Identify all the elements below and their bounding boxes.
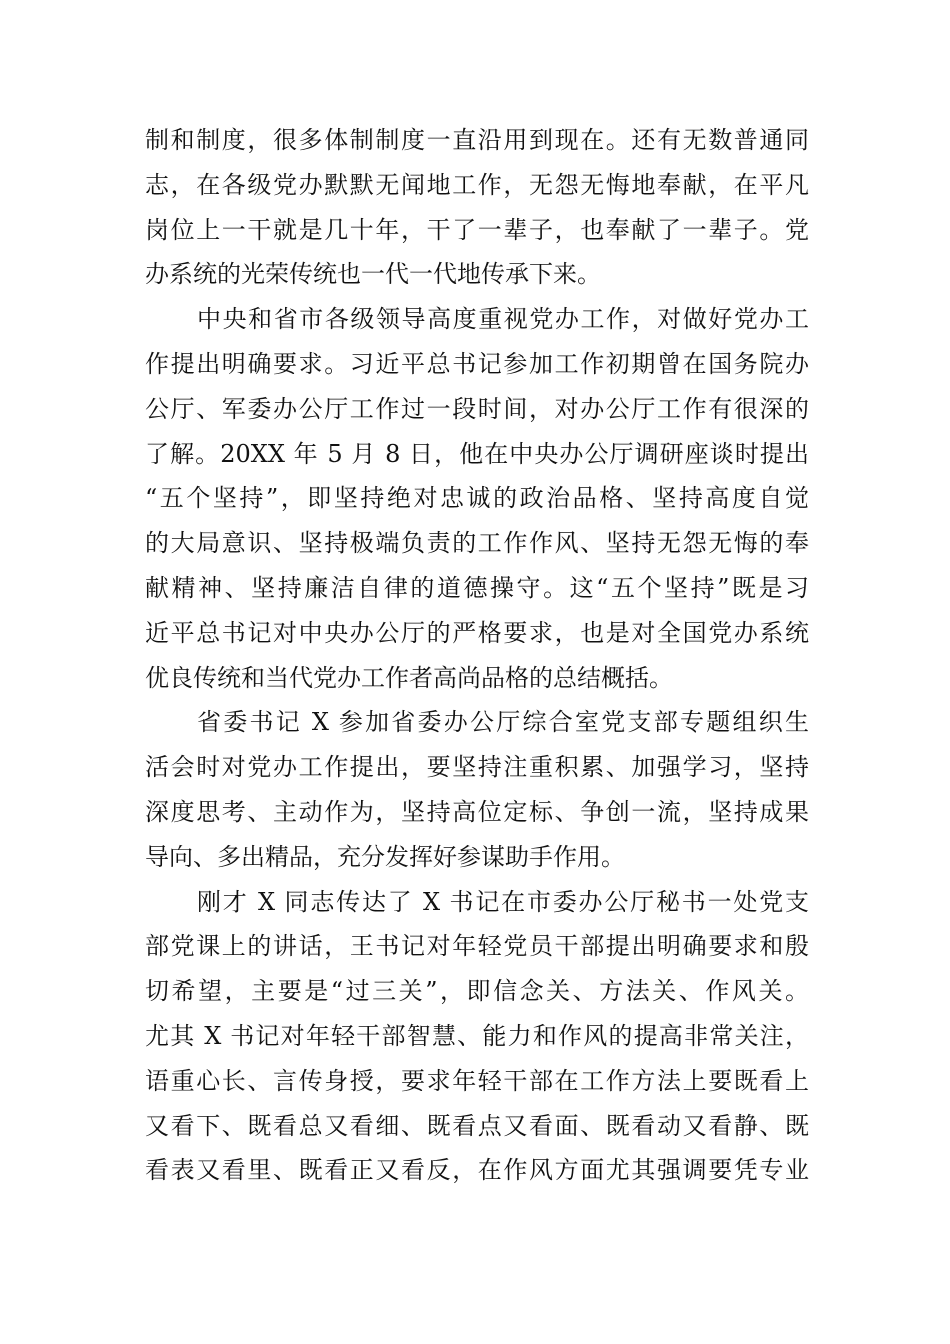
- text-line: 的大局意识、坚持极端负责的工作作风、坚持无怨无悔的奉: [145, 529, 809, 558]
- text-line: 尤其 X 书记对年轻干部智慧、能力和作风的提高非常关注，: [145, 1021, 809, 1050]
- text-line: 又看下、既看总又看细、既看点又看面、既看动又看静、既: [145, 1111, 809, 1140]
- text-line: 献精神、坚持廉洁自律的道德操守。这“五个坚持”既是习: [145, 573, 809, 602]
- text-line: 中央和省市各级领导高度重视党办工作，对做好党办工: [197, 305, 809, 334]
- text-line: 优良传统和当代党办工作者高尚品格的总结概括。: [145, 663, 673, 692]
- text-line: 活会时对党办工作提出，要坚持注重积累、加强学习，坚持: [145, 753, 809, 782]
- paragraph: [145, 297, 809, 700]
- text-line: 省委书记 X 参加省委办公厅综合室党支部专题组织生: [197, 708, 809, 737]
- text-line: 近平总书记对中央办公厅的严格要求，也是对全国党办系统: [145, 618, 809, 647]
- text-line: 深度思考、主动作为，坚持高位定标、争创一流，坚持成果: [145, 797, 809, 826]
- text-line: 语重心长、言传身授，要求年轻干部在工作方法上要既看上: [145, 1066, 809, 1095]
- text-line: 作提出明确要求。习近平总书记参加工作初期曾在国务院办: [145, 349, 809, 378]
- text-line: 导向、多出精品，充分发挥好参谋助手作用。: [145, 842, 625, 871]
- text-line: 岗位上一干就是几十年，干了一辈子，也奉献了一辈子。党: [145, 215, 809, 244]
- text-line: 刚才 X 同志传达了 X 书记在市委办公厅秘书一处党支: [197, 887, 809, 916]
- text-line: 看表又看里、既看正又看反，在作风方面尤其强调要凭专业: [145, 1156, 809, 1185]
- text-line: 志，在各级党办默默无闻地工作，无怨无悔地奉献，在平凡: [145, 170, 809, 199]
- paragraph: [145, 118, 809, 297]
- text-line: 了解。20XX 年 5 月 8 日，他在中央办公厅调研座谈时提出: [145, 439, 809, 468]
- paragraph: [145, 880, 809, 1194]
- paragraph: [145, 700, 809, 879]
- text-line: 切希望，主要是“过三关”，即信念关、方法关、作风关。: [145, 977, 809, 1006]
- text-line: 部党课上的讲话，王书记对年轻党员干部提出明确要求和殷: [145, 932, 809, 961]
- text-line: 办系统的光荣传统也一代一代地传承下来。: [145, 260, 601, 289]
- document-page: [145, 118, 809, 1193]
- text-line: 制和制度，很多体制制度一直沿用到现在。还有无数普通同: [145, 126, 809, 154]
- text-line: “五个坚持”，即坚持绝对忠诚的政治品格、坚持高度自觉: [145, 484, 809, 513]
- text-line: 公厅、军委办公厅工作过一段时间，对办公厅工作有很深的: [145, 394, 809, 423]
